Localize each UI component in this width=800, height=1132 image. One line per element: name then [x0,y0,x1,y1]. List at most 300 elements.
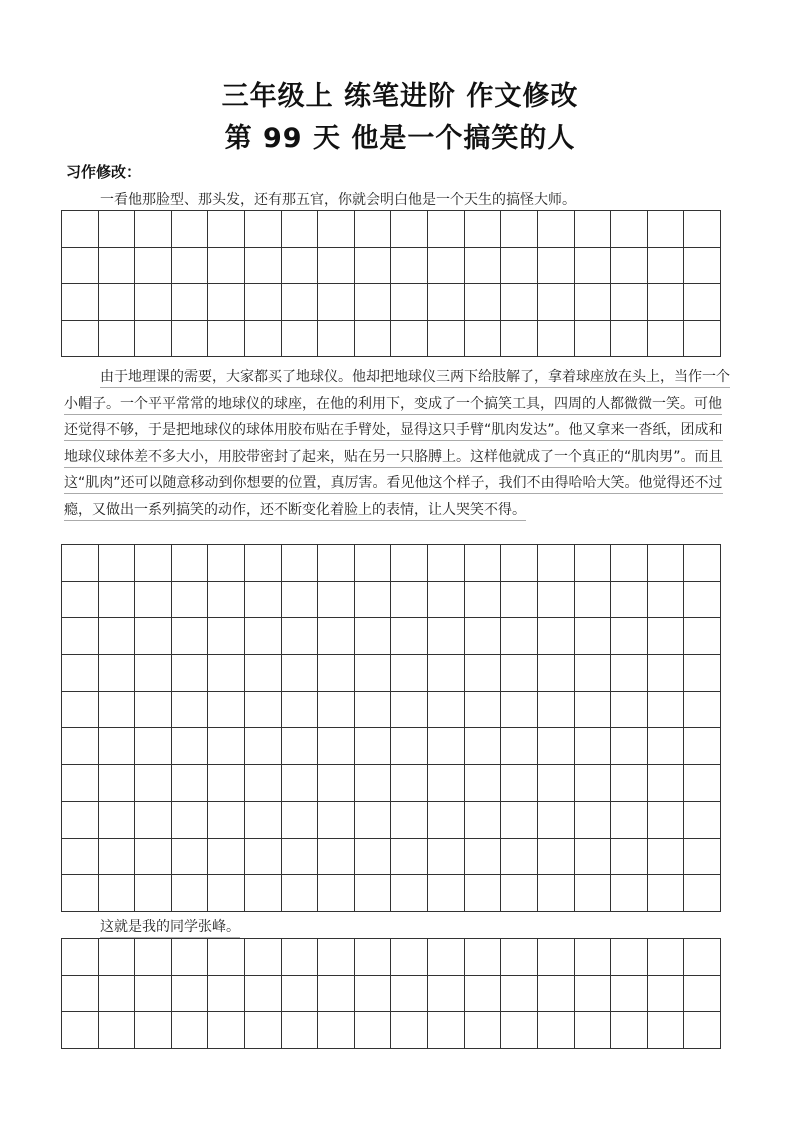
grid-cell [318,802,355,839]
grid-cell [428,976,465,1013]
grid-cell [684,875,721,912]
grid-cell [428,839,465,876]
grid-cell [501,728,538,765]
grid-cell [318,321,355,358]
grid-cell [318,1012,355,1049]
grid-cell [611,765,648,802]
grid-cell [245,248,282,285]
grid-cell [245,875,282,912]
grid-cell [99,976,136,1013]
grid-cell [428,939,465,976]
grid-cell [208,618,245,655]
grid-cell [135,765,172,802]
grid-cell [208,839,245,876]
grid-cell [208,939,245,976]
grid-cell [684,582,721,619]
grid-cell [282,618,319,655]
grid-cell [282,321,319,358]
grid-cell [172,211,209,248]
grid-cell [684,765,721,802]
grid-cell [575,692,612,729]
grid-cell [391,839,428,876]
grid-cell [575,321,612,358]
grid-cell [135,875,172,912]
grid-cell [62,211,99,248]
grid-cell [538,802,575,839]
grid-cell [355,875,392,912]
grid-cell [245,802,282,839]
grid-cell [355,839,392,876]
grid-cell [355,321,392,358]
grid-cell [611,655,648,692]
grid-cell [318,582,355,619]
grid-cell [208,802,245,839]
grid-cell [99,284,136,321]
grid-cell [575,545,612,582]
grid-cell [391,211,428,248]
grid-cell [428,728,465,765]
grid-cell [501,655,538,692]
grid-cell [648,976,685,1013]
grid-cell [208,321,245,358]
grid-cell [611,875,648,912]
grid-cell [611,802,648,839]
grid-cell [245,211,282,248]
grid-cell [355,692,392,729]
grid-cell [501,692,538,729]
grid-cell [355,765,392,802]
grid-cell [62,582,99,619]
grid-cell [648,248,685,285]
grid-cell [135,618,172,655]
grid-cell [501,939,538,976]
grid-cell [245,655,282,692]
grid-cell [611,248,648,285]
grid-cell [135,284,172,321]
grid-cell [501,545,538,582]
grid-cell [318,765,355,802]
grid-cell [282,582,319,619]
grid-cell [208,545,245,582]
grid-cell [62,939,99,976]
grid-cell [355,248,392,285]
grid-cell [282,976,319,1013]
grid-cell [208,655,245,692]
grid-cell [538,765,575,802]
grid-cell [501,248,538,285]
grid-cell [282,211,319,248]
grid-cell [245,839,282,876]
grid-cell [684,939,721,976]
grid-cell [318,875,355,912]
grid-cell [172,545,209,582]
grid-cell [355,802,392,839]
grid-cell [245,765,282,802]
essay-closing-text: 这就是我的同学张峰。 [100,919,240,938]
grid-cell [208,692,245,729]
grid-cell [62,839,99,876]
grid-cell [282,939,319,976]
grid-cell [465,939,502,976]
grid-cell [428,321,465,358]
grid-cell [538,545,575,582]
grid-cell [172,802,209,839]
grid-cell [465,875,502,912]
grid-cell [282,545,319,582]
grid-cell [208,875,245,912]
grid-cell [391,976,428,1013]
grid-cell [62,976,99,1013]
grid-cell [391,875,428,912]
grid-cell [611,284,648,321]
grid-cell [575,839,612,876]
grid-cell [391,545,428,582]
grid-cell [99,618,136,655]
grid-cell [465,692,502,729]
grid-cell [648,582,685,619]
grid-cell [318,839,355,876]
grid-cell [355,1012,392,1049]
grid-cell [99,545,136,582]
grid-cell [465,1012,502,1049]
grid-cell [208,1012,245,1049]
grid-cell [611,939,648,976]
grid-cell [465,728,502,765]
grid-cell [135,976,172,1013]
section-label: 习作修改： [66,163,142,181]
grid-cell [684,211,721,248]
grid-cell [465,284,502,321]
grid-cell [611,321,648,358]
grid-cell [501,618,538,655]
grid-cell [208,976,245,1013]
grid-cell [538,692,575,729]
grid-cell [501,875,538,912]
grid-cell [355,211,392,248]
grid-cell [172,655,209,692]
essay-body [64,364,732,523]
grid-cell [99,765,136,802]
grid-cell [391,728,428,765]
grid-cell [648,765,685,802]
grid-cell [355,728,392,765]
grid-cell [538,211,575,248]
grid-cell [391,765,428,802]
grid-cell [172,839,209,876]
grid-cell [62,765,99,802]
grid-cell [575,976,612,1013]
grid-cell [575,248,612,285]
grid-cell [538,655,575,692]
grid-cell [355,545,392,582]
grid-cell [684,839,721,876]
essay-closing [64,916,732,936]
grid-cell [99,582,136,619]
grid-cell [538,618,575,655]
grid-cell [355,655,392,692]
grid-cell [611,692,648,729]
grid-cell [282,839,319,876]
grid-cell [391,939,428,976]
grid-cell [135,939,172,976]
grid-cell [391,1012,428,1049]
grid-cell [245,1012,282,1049]
grid-cell [99,802,136,839]
grid-cell [282,802,319,839]
grid-cell [282,875,319,912]
grid-cell [465,655,502,692]
grid-cell [318,692,355,729]
grid-cell [428,655,465,692]
grid-cell [501,839,538,876]
grid-cell [611,839,648,876]
grid-cell [245,728,282,765]
grid-cell [99,655,136,692]
grid-cell [575,939,612,976]
grid-cell [575,765,612,802]
grid-cell [208,582,245,619]
essay-body-text: 由于地理课的需要，大家都买了地球仪。他却把地球仪三两下给肢解了，拿着球座放在头上，当作一个小帽子。一个平平常常的地球仪的球座，在他的利用下，变成了一个搞笑工具，四周的人都微微一笑。可他还觉得不够，于是把地球仪的球体用胶布贴在手臂处，显得这只手臂“肌肉发达”。他又拿来一沓纸，团成和地球仪球体差不多大小，用胶带密封了起来，贴在另一只胳膊上。这样他就成了一个真正的“肌肉男”。而且这“肌肉”还可以随意移动到你想要的位置，真厉害。看见他这个样子，我们不由得哈哈大笑。他觉得还不过瘾，又做出一系列搞笑的动作，还不断变化着脸上的表情，让人哭笑不得。 [64,369,730,521]
grid-cell [208,284,245,321]
grid-cell [538,976,575,1013]
grid-cell [575,728,612,765]
grid-cell [538,839,575,876]
grid-cell [172,692,209,729]
grid-cell [648,839,685,876]
grid-cell [318,728,355,765]
grid-cell [391,321,428,358]
grid-cell [282,1012,319,1049]
grid-cell [172,939,209,976]
grid-cell [465,976,502,1013]
grid-cell [318,248,355,285]
grid-cell [62,618,99,655]
grid-cell [135,248,172,285]
grid-cell [208,211,245,248]
grid-cell [648,939,685,976]
grid-cell [648,545,685,582]
grid-cell [62,655,99,692]
grid-cell [428,618,465,655]
grid-cell [62,545,99,582]
grid-cell [684,728,721,765]
grid-cell [501,211,538,248]
writing-grid-1 [61,210,721,357]
page-title: 三年级上 练笔进阶 作文修改 [221,81,579,112]
grid-cell [684,655,721,692]
grid-cell [648,321,685,358]
grid-cell [575,1012,612,1049]
grid-cell [355,976,392,1013]
grid-cell [428,802,465,839]
grid-cell [648,802,685,839]
grid-cell [245,939,282,976]
grid-cell [172,728,209,765]
grid-cell [135,1012,172,1049]
grid-cell [245,976,282,1013]
grid-cell [648,618,685,655]
grid-cell [428,1012,465,1049]
grid-cell [245,545,282,582]
writing-grid-2 [61,544,721,912]
grid-cell [318,939,355,976]
grid-cell [62,728,99,765]
grid-cell [282,248,319,285]
grid-cell [62,692,99,729]
grid-cell [135,582,172,619]
grid-cell [135,545,172,582]
grid-cell [99,839,136,876]
grid-cell [318,976,355,1013]
grid-cell [172,248,209,285]
grid-cell [62,1012,99,1049]
grid-cell [62,321,99,358]
grid-cell [648,655,685,692]
grid-cell [282,284,319,321]
grid-cell [501,321,538,358]
grid-cell [208,248,245,285]
grid-cell [355,618,392,655]
grid-cell [391,618,428,655]
grid-cell [684,692,721,729]
grid-cell [282,765,319,802]
grid-cell [318,655,355,692]
grid-cell [172,976,209,1013]
grid-cell [245,618,282,655]
grid-cell [465,321,502,358]
grid-cell [245,284,282,321]
grid-cell [648,875,685,912]
grid-cell [428,582,465,619]
grid-cell [172,1012,209,1049]
grid-cell [538,248,575,285]
grid-cell [172,582,209,619]
grid-cell [208,765,245,802]
grid-cell [684,248,721,285]
grid-cell [391,655,428,692]
grid-cell [99,1012,136,1049]
grid-cell [99,321,136,358]
grid-cell [318,211,355,248]
grid-cell [648,692,685,729]
grid-cell [465,765,502,802]
grid-cell [611,211,648,248]
grid-cell [611,728,648,765]
grid-cell [62,248,99,285]
grid-cell [611,545,648,582]
grid-cell [99,211,136,248]
grid-cell [428,545,465,582]
grid-cell [538,1012,575,1049]
grid-cell [465,211,502,248]
grid-cell [135,321,172,358]
grid-cell [501,1012,538,1049]
grid-cell [99,875,136,912]
grid-cell [318,284,355,321]
grid-cell [538,582,575,619]
grid-cell [684,976,721,1013]
essay-intro-text: 一看他那脸型、那头发，还有那五官，你就会明白他是一个天生的搞怪大师。 [100,192,576,211]
grid-cell [428,692,465,729]
grid-cell [135,839,172,876]
grid-cell [538,939,575,976]
grid-cell [575,655,612,692]
grid-cell [465,545,502,582]
grid-cell [428,248,465,285]
grid-cell [99,248,136,285]
writing-grid-3 [61,938,721,1049]
grid-cell [611,1012,648,1049]
grid-cell [684,321,721,358]
grid-cell [648,728,685,765]
grid-cell [575,618,612,655]
grid-cell [538,728,575,765]
grid-cell [575,284,612,321]
grid-cell [465,839,502,876]
grid-cell [62,802,99,839]
grid-cell [428,211,465,248]
grid-cell [172,321,209,358]
page-subtitle: 第 99 天 他是一个搞笑的人 [224,123,576,154]
grid-cell [501,976,538,1013]
grid-cell [538,284,575,321]
grid-cell [135,692,172,729]
grid-cell [501,284,538,321]
grid-cell [355,582,392,619]
grid-cell [428,765,465,802]
grid-cell [501,765,538,802]
grid-cell [282,728,319,765]
grid-cell [391,692,428,729]
grid-cell [99,692,136,729]
grid-cell [391,802,428,839]
grid-cell [428,284,465,321]
grid-cell [99,939,136,976]
grid-cell [575,875,612,912]
grid-cell [684,1012,721,1049]
grid-cell [575,211,612,248]
essay-intro [64,189,732,209]
grid-cell [135,655,172,692]
grid-cell [648,211,685,248]
grid-cell [62,875,99,912]
grid-cell [684,618,721,655]
grid-cell [172,618,209,655]
grid-cell [391,248,428,285]
grid-cell [318,618,355,655]
grid-cell [172,875,209,912]
grid-cell [172,765,209,802]
grid-cell [684,802,721,839]
grid-cell [245,321,282,358]
grid-cell [684,545,721,582]
grid-cell [501,802,538,839]
grid-cell [465,248,502,285]
grid-cell [611,618,648,655]
grid-cell [391,284,428,321]
grid-cell [575,802,612,839]
grid-cell [62,284,99,321]
grid-cell [648,284,685,321]
grid-cell [611,976,648,1013]
grid-cell [135,211,172,248]
grid-cell [208,728,245,765]
grid-cell [172,284,209,321]
grid-cell [391,582,428,619]
grid-cell [465,582,502,619]
grid-cell [282,655,319,692]
grid-cell [684,284,721,321]
